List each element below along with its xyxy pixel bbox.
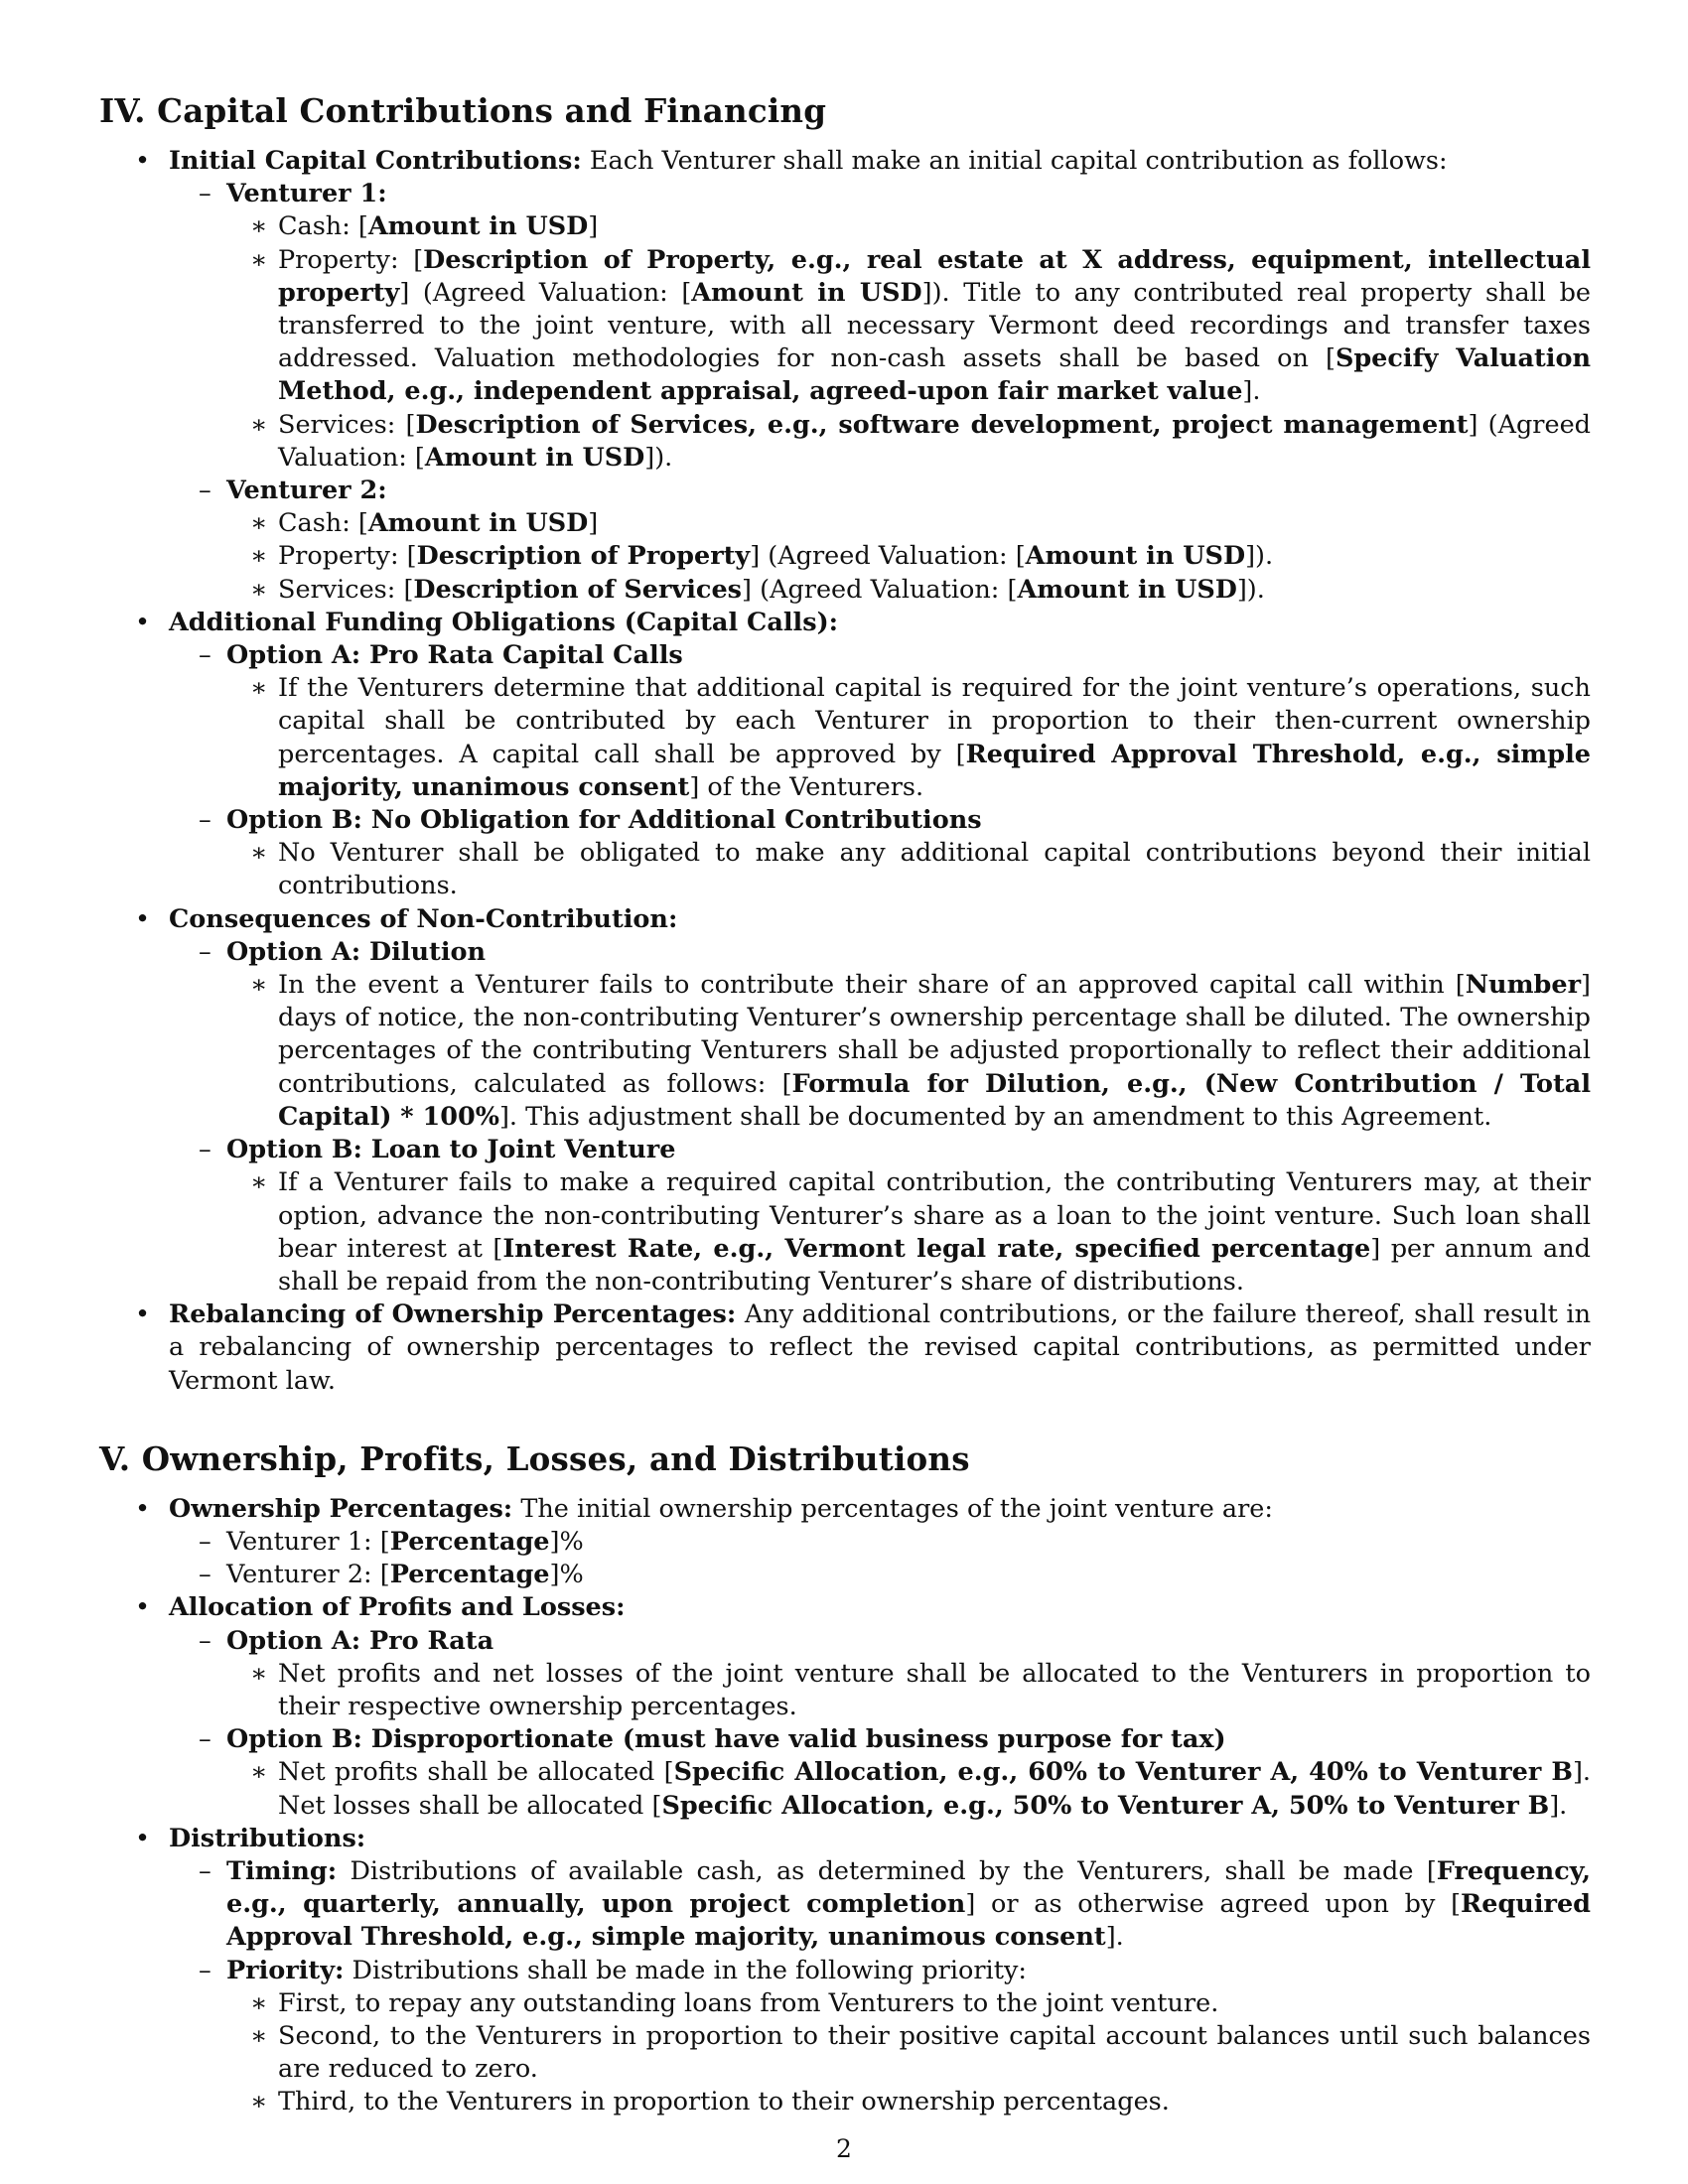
priority-third: ∗ Third, to the Venturers in proportion to their ownership percentages. xyxy=(226,2086,1591,2118)
venturer-1-cash: ∗ Cash: [Amount in USD] xyxy=(226,210,1591,243)
ownership-venturer-2: – Venturer 2: [Percentage]% xyxy=(169,1559,1591,1591)
page-number: 2 xyxy=(836,2134,852,2163)
venturer-2-item: – Venturer 2: ∗ Cash: [Amount in USD] ∗ Property: [Description of Property] (Agreed Valuation: [Amount in USD]). ∗ Services: [Description of Services] (Agreed Valuation: [Amount in USD]). xyxy=(169,475,1591,607)
venturer-1-item: – Venturer 1: ∗ Cash: [Amount in USD] ∗ Property: [Description of Property, e.g., real estate at X address, equipment, intellectual property] (Agreed Valuation: [Amount in USD]). Title to any contributed real property shall be transferred to the joint venture, with all necessary Vermont deed recordings and transfer taxes addressed. Valuation methodologies for non-cash assets shall be based on [Specify Valuation Method, e.g., independent appraisal, agreed-upon fair market value]. ∗ Services: [Description of Services, e.g., software development, project management] (Agreed Valuation: [Amount in USD]). xyxy=(169,178,1591,475)
distributions-item: • Distributions: – Timing: Distributions of available cash, as determined by the Venturers, shall be made [Frequency, e.g., quarterly, annually, upon project completion] or as otherwise agreed upon by [Required Approval Threshold, e.g., simple majority, unanimous consent]. – Priority: Distributions shall be made in the following priority: ∗ First, to repay any outstanding loans from Venturers to the joint venture. ∗ Second, to the Venturers in proportion to their positive capital account balances until such balances are reduced to zero. ∗ Third, to the Venturers in proportion to their ownership percentages. xyxy=(99,1823,1591,2119)
initial-contributions-item: • Initial Capital Contributions: Each Venturer shall make an initial capital contribution as follows: – Venturer 1: ∗ Cash: [Amount in USD] ∗ Property: [Description of Property, e.g., real estate at X address, equipment, intellectual property] (Agreed Valuation: [Amount in USD]). Title to any contributed real property shall be transferred to the joint venture, with all necessary Vermont deed recordings and transfer taxes addressed. Valuation methodologies for non-cash assets shall be based on [Specify Valuation Method, e.g., independent appraisal, agreed-upon fair market value]. ∗ Services: [Description of Services, e.g., software development, project management] (Agreed Valuation: [Amount in USD]). – Venturer 2: ∗ Cash: [Amount in USD] ∗ Property: [Description of Property] (Agreed Valuation: [Amount in USD]). ∗ Services: [Description of Services] (Agreed Valuation: [Amount in USD]). xyxy=(99,145,1591,607)
non-contribution-item: • Consequences of Non-Contribution: – Option A: Dilution ∗ In the event a Venturer fails to contribute their share of an approved capital call within [Number] days of notice, the non-contributing Venturer’s ownership percentage shall be diluted. The ownership percentages of the contributing Venturers shall be adjusted proportionally to reflect their additional contributions, calculated as follows: [Formula for Dilution, e.g., (New Contribution / Total Capital) * 100%]. This adjustment shall be documented by an amendment to this Agreement. – Option B: Loan to Joint Venture ∗ If a Venturer fails to make a required capital contribution, the contributing Venturers may, at their option, advance the non-contributing Venturer’s share as a loan to the joint venture. Such loan shall bear interest at [Interest Rate, e.g., Vermont legal rate, specified percentage] per annum and shall be repaid from the non-contributing Venturer’s share of distributions. xyxy=(99,903,1591,1298)
dilution-option-a-text: ∗ In the event a Venturer fails to contribute their share of an approved capital call within [Number] days of notice, the non-contributing Venturer’s ownership percentage shall be diluted. The ownership percentages of the contributing Venturers shall be adjusted proportionally to reflect their additional contributions, calculated as follows: [Formula for Dilution, e.g., (New Contribution / Total Capital) * 100%]. This adjustment shall be documented by an amendment to this Agreement. xyxy=(226,969,1591,1134)
document-body xyxy=(99,91,1591,2119)
allocation-option-a-text: ∗ Net profits and net losses of the joint venture shall be allocated to the Venturers in proportion to their respective ownership percentages. xyxy=(226,1658,1591,1723)
priority-second: ∗ Second, to the Venturers in proportion to their positive capital account balances until such balances are reduced to zero. xyxy=(226,2020,1591,2086)
rebalancing-item: • Rebalancing of Ownership Percentages: Any additional contributions, or the failure thereof, shall result in a rebalancing of ownership percentages to reflect the revised capital contributions, as permitted under Vermont law. xyxy=(99,1298,1591,1398)
allocation-option-b-text: ∗ Net profits shall be allocated [Specific Allocation, e.g., 60% to Venturer A, 40% to Venturer B]. Net losses shall be allocated [Specific Allocation, e.g., 50% to Venturer A, 50% to Venturer B]. xyxy=(226,1756,1591,1822)
additional-funding-item: • Additional Funding Obligations (Capital Calls): – Option A: Pro Rata Capital Calls ∗ If the Venturers determine that additional capital is required for the joint venture’s operations, such capital shall be contributed by each Venturer in proportion to their then-current ownership percentages. A capital call shall be approved by [Required Approval Threshold, e.g., simple majority, unanimous consent] of the Venturers. – Option B: No Obligation for Additional Contributions ∗ No Venturer shall be obligated to make any additional capital contributions beyond their initial contributions. xyxy=(99,607,1591,903)
loan-option-b-text: ∗ If a Venturer fails to make a required capital contribution, the contributing Venturers may, at their option, advance the non-contributing Venturer’s share as a loan to the joint venture. Such loan shall bear interest at [Interest Rate, e.g., Vermont legal rate, specified percentage] per annum and shall be repaid from the non-contributing Venturer’s share of distributions. xyxy=(226,1166,1591,1298)
section-v-list xyxy=(99,1493,1591,2119)
capital-calls-option-a: – Option A: Pro Rata Capital Calls ∗ If the Venturers determine that additional capital is required for the joint venture’s operations, such capital shall be contributed by each Venturer in proportion to their then-current ownership percentages. A capital call shall be approved by [Required Approval Threshold, e.g., simple majority, unanimous consent] of the Venturers. xyxy=(169,639,1591,804)
dilution-option-a: – Option A: Dilution ∗ In the event a Venturer fails to contribute their share of an approved capital call within [Number] days of notice, the non-contributing Venturer’s ownership percentage shall be diluted. The ownership percentages of the contributing Venturers shall be adjusted proportionally to reflect their additional contributions, calculated as follows: [Formula for Dilution, e.g., (New Contribution / Total Capital) * 100%]. This adjustment shall be documented by an amendment to this Agreement. xyxy=(169,936,1591,1134)
venturer-2-property: ∗ Property: [Description of Property] (Agreed Valuation: [Amount in USD]). xyxy=(226,540,1591,573)
ownership-percentages-item: • Ownership Percentages: The initial ownership percentages of the joint venture are: – Venturer 1: [Percentage]% – Venturer 2: [Percentage]% xyxy=(99,1493,1591,1592)
capital-calls-option-b: – Option B: No Obligation for Additional Contributions ∗ No Venturer shall be obligated to make any additional capital contributions beyond their initial contributions. xyxy=(169,804,1591,903)
loan-option-b: – Option B: Loan to Joint Venture ∗ If a Venturer fails to make a required capital contribution, the contributing Venturers may, at their option, advance the non-contributing Venturer’s share as a loan to the joint venture. Such loan shall bear interest at [Interest Rate, e.g., Vermont legal rate, specified percentage] per annum and shall be repaid from the non-contributing Venturer’s share of distributions. xyxy=(169,1134,1591,1298)
priority-first: ∗ First, to repay any outstanding loans from Venturers to the joint venture. xyxy=(226,1987,1591,2020)
ownership-venturer-1: – Venturer 1: [Percentage]% xyxy=(169,1526,1591,1559)
venturer-1-property: ∗ Property: [Description of Property, e.g., real estate at X address, equipment, intellectual property] (Agreed Valuation: [Amount in USD]). Title to any contributed real property shall be transferred to the joint venture, with all necessary Vermont deed recordings and transfer taxes addressed. Valuation methodologies for non-cash assets shall be based on [Specify Valuation Method, e.g., independent appraisal, agreed-upon fair market value]. xyxy=(226,244,1591,409)
venturer-2-services: ∗ Services: [Description of Services] (Agreed Valuation: [Amount in USD]). xyxy=(226,574,1591,607)
venturer-1-services: ∗ Services: [Description of Services, e.g., software development, project management] (Agreed Valuation: [Amount in USD]). xyxy=(226,409,1591,475)
distributions-timing: – Timing: Distributions of available cash, as determined by the Venturers, shall be made [Frequency, e.g., quarterly, annually, upon project completion] or as otherwise agreed upon by [Required Approval Threshold, e.g., simple majority, unanimous consent]. xyxy=(169,1855,1591,1955)
section-iv-list xyxy=(99,145,1591,1398)
section-iv-heading: IV. Capital Contributions and Financing xyxy=(99,91,827,130)
allocation-option-b: – Option B: Disproportionate (must have valid business purpose for tax) ∗ Net profits shall be allocated [Specific Allocation, e.g., 60% to Venturer A, 40% to Venturer B]. Net losses shall be allocated [Specific Allocation, e.g., 50% to Venturer A, 50% to Venturer B]. xyxy=(169,1723,1591,1823)
section-v-heading: V. Ownership, Profits, Losses, and Distributions xyxy=(99,1438,970,1478)
allocation-item: • Allocation of Profits and Losses: – Option A: Pro Rata ∗ Net profits and net losses of the joint venture shall be allocated to the Venturers in proportion to their respective ownership percentages. – Option B: Disproportionate (must have valid business purpose for tax) ∗ Net profits shall be allocated [Specific Allocation, e.g., 60% to Venturer A, 40% to Venturer B]. Net losses shall be allocated [Specific Allocation, e.g., 50% to Venturer A, 50% to Venturer B]. xyxy=(99,1591,1591,1822)
venturer-2-cash: ∗ Cash: [Amount in USD] xyxy=(226,507,1591,540)
allocation-option-a: – Option A: Pro Rata ∗ Net profits and net losses of the joint venture shall be allocated to the Venturers in proportion to their respective ownership percentages. xyxy=(169,1625,1591,1724)
distributions-priority: – Priority: Distributions shall be made in the following priority: ∗ First, to repay any outstanding loans from Venturers to the joint venture. ∗ Second, to the Venturers in proportion to their positive capital account balances until such balances are reduced to zero. ∗ Third, to the Venturers in proportion to their ownership percentages. xyxy=(169,1955,1591,2119)
capital-calls-option-a-text: ∗ If the Venturers determine that additional capital is required for the joint venture’s operations, such capital shall be contributed by each Venturer in proportion to their then-current ownership percentages. A capital call shall be approved by [Required Approval Threshold, e.g., simple majority, unanimous consent] of the Venturers. xyxy=(226,672,1591,804)
capital-calls-option-b-text: ∗ No Venturer shall be obligated to make any additional capital contributions beyond their initial contributions. xyxy=(226,837,1591,902)
